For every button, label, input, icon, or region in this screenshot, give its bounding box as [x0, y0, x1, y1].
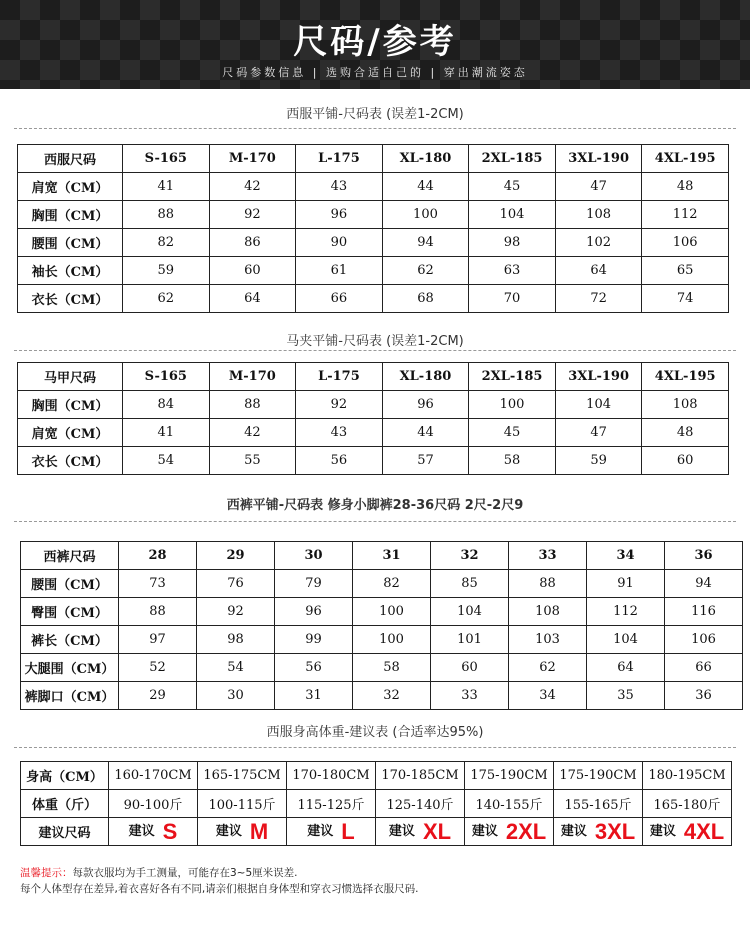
- value-cell: 100: [353, 598, 431, 626]
- column-header-cell: 4XL-195: [642, 145, 729, 173]
- column-header-cell: 36: [665, 542, 743, 570]
- value-cell: 76: [197, 570, 275, 598]
- notice-text-1: 每款衣服均为手工测量，可能存在3~5厘米误差.: [72, 867, 298, 879]
- value-cell: 102: [555, 229, 642, 257]
- banner-title: 尺码/参考: [293, 22, 457, 62]
- notice-text-2: 每个人体型存在差异,着衣喜好各有不同,请亲们根据自身体型和穿衣习惯选择衣服尺码.: [20, 883, 419, 895]
- value-cell: 72: [555, 285, 642, 313]
- value-cell: 32: [353, 682, 431, 710]
- value-cell: 104: [555, 391, 642, 419]
- value-cell: 106: [642, 229, 729, 257]
- value-cell: 94: [665, 570, 743, 598]
- recommend-cell: [376, 818, 465, 846]
- column-header-cell: 29: [197, 542, 275, 570]
- value-cell: 66: [296, 285, 383, 313]
- value-cell: 45: [469, 419, 556, 447]
- value-cell: 90: [296, 229, 383, 257]
- value-cell: 48: [642, 419, 729, 447]
- recommend-size: L: [341, 818, 355, 844]
- value-cell: 44: [382, 419, 469, 447]
- value-cell: 140-155斤: [465, 790, 554, 818]
- row-label-cell: 臀围（CM）: [21, 598, 119, 626]
- row-header-cell: 马甲尺码: [18, 363, 123, 391]
- value-cell: 104: [587, 626, 665, 654]
- value-cell: 61: [296, 257, 383, 285]
- value-cell: 100-115斤: [198, 790, 287, 818]
- value-cell: 108: [555, 201, 642, 229]
- value-cell: 45: [469, 173, 556, 201]
- value-cell: 86: [209, 229, 296, 257]
- column-header-cell: 31: [353, 542, 431, 570]
- column-header-cell: 34: [587, 542, 665, 570]
- value-cell: 68: [382, 285, 469, 313]
- value-cell: 47: [555, 419, 642, 447]
- value-cell: 59: [123, 257, 210, 285]
- value-cell: 58: [469, 447, 556, 475]
- divider: [14, 521, 736, 522]
- recommend-cell: [109, 818, 198, 846]
- table-row: [21, 790, 732, 818]
- value-cell: 54: [197, 654, 275, 682]
- pants-size-table: [20, 541, 743, 710]
- table-row: [18, 257, 729, 285]
- value-cell: 36: [665, 682, 743, 710]
- value-cell: 165-175CM: [198, 762, 287, 790]
- value-cell: 66: [665, 654, 743, 682]
- value-cell: 99: [275, 626, 353, 654]
- row-label-cell: 腰围（CM）: [21, 570, 119, 598]
- value-cell: 92: [197, 598, 275, 626]
- value-cell: 55: [209, 447, 296, 475]
- row-label-cell: 建议尺码: [21, 818, 109, 846]
- value-cell: 97: [119, 626, 197, 654]
- recommend-size: S: [162, 818, 178, 844]
- value-cell: 62: [509, 654, 587, 682]
- value-cell: 101: [431, 626, 509, 654]
- row-header-cell: 西服尺码: [18, 145, 123, 173]
- recommend-size: 4XL: [683, 818, 725, 844]
- value-cell: 33: [431, 682, 509, 710]
- recommend-word: 建议: [215, 824, 242, 839]
- value-cell: 74: [642, 285, 729, 313]
- row-label-cell: 胸围（CM）: [18, 201, 123, 229]
- recommend-size: 3XL: [594, 818, 636, 844]
- value-cell: 170-185CM: [376, 762, 465, 790]
- value-cell: 42: [209, 419, 296, 447]
- column-header-cell: 3XL-190: [555, 363, 642, 391]
- column-header-cell: XL-180: [382, 363, 469, 391]
- suit-table-title: 西服平铺-尺码表 (误差1-2CM): [286, 107, 464, 122]
- value-cell: 48: [642, 173, 729, 201]
- column-header-cell: 4XL-195: [642, 363, 729, 391]
- value-cell: 62: [382, 257, 469, 285]
- value-cell: 112: [642, 201, 729, 229]
- notice-label: 温馨提示：: [20, 867, 73, 879]
- recommend-cell: [198, 818, 287, 846]
- value-cell: 64: [587, 654, 665, 682]
- suit-size-table: [17, 144, 729, 313]
- row-label-cell: 身高（CM）: [21, 762, 109, 790]
- value-cell: 44: [382, 173, 469, 201]
- column-header-cell: XL-180: [382, 145, 469, 173]
- value-cell: 41: [123, 419, 210, 447]
- value-cell: 94: [382, 229, 469, 257]
- row-label-cell: 衣长（CM）: [18, 447, 123, 475]
- value-cell: 91: [587, 570, 665, 598]
- value-cell: 108: [642, 391, 729, 419]
- value-cell: 88: [509, 570, 587, 598]
- header-row: [21, 542, 743, 570]
- value-cell: 52: [119, 654, 197, 682]
- value-cell: 88: [123, 201, 210, 229]
- recommend-cell: [643, 818, 732, 846]
- table-row: [21, 626, 743, 654]
- row-label-cell: 袖长（CM）: [18, 257, 123, 285]
- value-cell: 85: [431, 570, 509, 598]
- row-label-cell: 大腿围（CM）: [21, 654, 119, 682]
- value-cell: 98: [469, 229, 556, 257]
- column-header-cell: 2XL-185: [469, 145, 556, 173]
- value-cell: 70: [469, 285, 556, 313]
- row-label-cell: 肩宽（CM）: [18, 419, 123, 447]
- row-label-cell: 裤脚口（CM）: [21, 682, 119, 710]
- recommend-cell: [287, 818, 376, 846]
- value-cell: 60: [642, 447, 729, 475]
- value-cell: 112: [587, 598, 665, 626]
- value-cell: 100: [353, 626, 431, 654]
- header-row: [18, 145, 729, 173]
- value-cell: 98: [197, 626, 275, 654]
- column-header-cell: 2XL-185: [469, 363, 556, 391]
- recommend-word: 建议: [471, 824, 498, 839]
- table-row: [18, 419, 729, 447]
- value-cell: 31: [275, 682, 353, 710]
- recommend-word: 建议: [128, 824, 155, 839]
- value-cell: 73: [119, 570, 197, 598]
- column-header-cell: L-175: [296, 145, 383, 173]
- column-header-cell: S-165: [123, 145, 210, 173]
- fit-recommendation-table: [20, 761, 732, 846]
- table-row: [21, 682, 743, 710]
- fit-table-title: 西服身高体重-建议表 (合适率达95%): [266, 725, 484, 740]
- value-cell: 60: [431, 654, 509, 682]
- value-cell: 100: [382, 201, 469, 229]
- value-cell: 100: [469, 391, 556, 419]
- column-header-cell: 28: [119, 542, 197, 570]
- column-header-cell: M-170: [209, 145, 296, 173]
- notice-line-1: [20, 865, 298, 880]
- value-cell: 180-195CM: [643, 762, 732, 790]
- header-row: [18, 363, 729, 391]
- value-cell: 115-125斤: [287, 790, 376, 818]
- recommend-word: 建议: [388, 824, 415, 839]
- value-cell: 82: [353, 570, 431, 598]
- value-cell: 104: [469, 201, 556, 229]
- value-cell: 88: [209, 391, 296, 419]
- column-header-cell: M-170: [209, 363, 296, 391]
- vest-size-table: [17, 362, 729, 475]
- value-cell: 96: [296, 201, 383, 229]
- recommend-word: 建议: [649, 824, 676, 839]
- value-cell: 43: [296, 419, 383, 447]
- column-header-cell: 30: [275, 542, 353, 570]
- value-cell: 59: [555, 447, 642, 475]
- value-cell: 47: [555, 173, 642, 201]
- value-cell: 29: [119, 682, 197, 710]
- column-header-cell: L-175: [296, 363, 383, 391]
- table-row: [18, 285, 729, 313]
- recommend-word: 建议: [307, 824, 334, 839]
- header-banner: [0, 0, 750, 89]
- row-label-cell: 肩宽（CM）: [18, 173, 123, 201]
- column-header-cell: S-165: [123, 363, 210, 391]
- table-row: [18, 173, 729, 201]
- value-cell: 79: [275, 570, 353, 598]
- row-label-cell: 体重（斤）: [21, 790, 109, 818]
- row-header-cell: 西裤尺码: [21, 542, 119, 570]
- value-cell: 64: [209, 285, 296, 313]
- value-cell: 54: [123, 447, 210, 475]
- value-cell: 57: [382, 447, 469, 475]
- value-cell: 58: [353, 654, 431, 682]
- value-cell: 106: [665, 626, 743, 654]
- value-cell: 116: [665, 598, 743, 626]
- value-cell: 88: [119, 598, 197, 626]
- table-row: [18, 391, 729, 419]
- value-cell: 155-165斤: [554, 790, 643, 818]
- value-cell: 43: [296, 173, 383, 201]
- value-cell: 30: [197, 682, 275, 710]
- table-row: [21, 654, 743, 682]
- divider: [14, 747, 736, 748]
- value-cell: 42: [209, 173, 296, 201]
- recommend-cell: [465, 818, 554, 846]
- value-cell: 82: [123, 229, 210, 257]
- value-cell: 56: [275, 654, 353, 682]
- value-cell: 175-190CM: [554, 762, 643, 790]
- table-row: [18, 447, 729, 475]
- divider: [14, 128, 736, 129]
- pants-table-title: 西裤平铺-尺码表 修身小脚裤28-36尺码 2尺-2尺9: [226, 498, 524, 513]
- recommend-cell: [554, 818, 643, 846]
- banner-subtitle: 尺码参数信息 | 选购合适自己的 | 穿出潮流姿态: [222, 66, 528, 79]
- value-cell: 96: [382, 391, 469, 419]
- value-cell: 92: [296, 391, 383, 419]
- value-cell: 64: [555, 257, 642, 285]
- column-header-cell: 3XL-190: [555, 145, 642, 173]
- value-cell: 84: [123, 391, 210, 419]
- divider: [14, 350, 736, 351]
- value-cell: 92: [209, 201, 296, 229]
- recommend-size: M: [249, 818, 269, 844]
- value-cell: 170-180CM: [287, 762, 376, 790]
- value-cell: 175-190CM: [465, 762, 554, 790]
- value-cell: 63: [469, 257, 556, 285]
- row-label-cell: 裤长（CM）: [21, 626, 119, 654]
- value-cell: 35: [587, 682, 665, 710]
- value-cell: 104: [431, 598, 509, 626]
- column-header-cell: 32: [431, 542, 509, 570]
- table-row: [21, 598, 743, 626]
- value-cell: 160-170CM: [109, 762, 198, 790]
- value-cell: 41: [123, 173, 210, 201]
- value-cell: 56: [296, 447, 383, 475]
- row-label-cell: 腰围（CM）: [18, 229, 123, 257]
- value-cell: 34: [509, 682, 587, 710]
- recommend-row: [21, 818, 732, 846]
- table-row: [18, 201, 729, 229]
- value-cell: 62: [123, 285, 210, 313]
- recommend-size: XL: [422, 818, 452, 844]
- vest-table-title: 马夹平铺-尺码表 (误差1-2CM): [286, 334, 464, 349]
- recommend-size: 2XL: [505, 818, 547, 844]
- value-cell: 103: [509, 626, 587, 654]
- value-cell: 165-180斤: [643, 790, 732, 818]
- value-cell: 96: [275, 598, 353, 626]
- recommend-word: 建议: [560, 824, 587, 839]
- value-cell: 125-140斤: [376, 790, 465, 818]
- table-row: [21, 570, 743, 598]
- table-row: [21, 762, 732, 790]
- value-cell: 90-100斤: [109, 790, 198, 818]
- row-label-cell: 衣长（CM）: [18, 285, 123, 313]
- value-cell: 65: [642, 257, 729, 285]
- column-header-cell: 33: [509, 542, 587, 570]
- value-cell: 108: [509, 598, 587, 626]
- value-cell: 60: [209, 257, 296, 285]
- row-label-cell: 胸围（CM）: [18, 391, 123, 419]
- table-row: [18, 229, 729, 257]
